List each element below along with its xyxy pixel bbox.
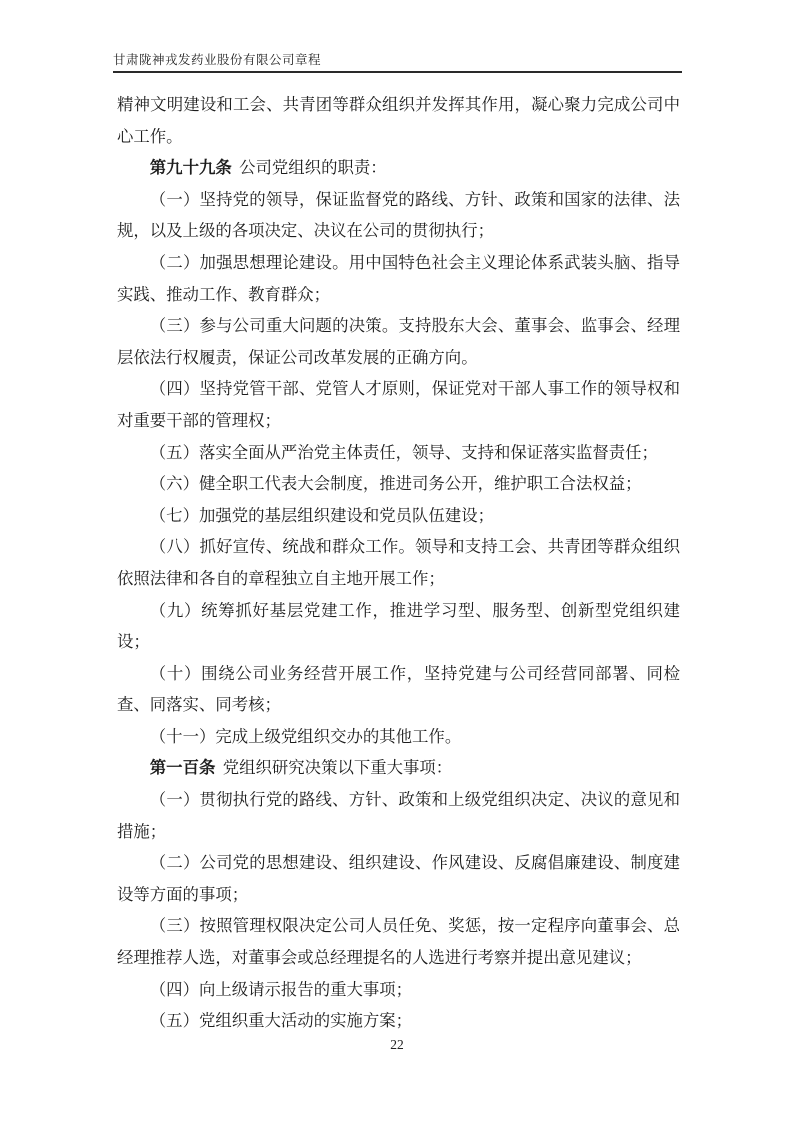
- article-100-item: （四）向上级请示报告的重大事项；: [149, 979, 413, 999]
- article-100-title: 党组织研究决策以下重大事项：: [222, 758, 453, 778]
- article-99-heading: [117, 152, 680, 184]
- article-99-item: （二）加强思想理论建设。用中国特色社会主义理论体系武装头脑、指导实践、推动工作、教育群众；: [117, 252, 680, 304]
- article-99-item: （七）加强党的基层组织建设和党员队伍建设；: [149, 505, 494, 525]
- article-100-heading: [117, 752, 680, 784]
- article-100-item: （五）党组织重大活动的实施方案；: [149, 1011, 413, 1031]
- article-99-title: 公司党组织的职责：: [239, 158, 387, 178]
- page-header: [113, 52, 682, 81]
- intro-continuation-paragraph: 精神文明建设和工会、共青团等群众组织并发挥其作用，凝心聚力完成公司中心工作。: [117, 95, 680, 146]
- header-divider: [113, 71, 682, 73]
- article-100-number: 第一百条: [149, 758, 216, 778]
- article-100-item: （一）贯彻执行党的路线、方针、政策和上级党组织决定、决议的意见和措施；: [117, 790, 680, 841]
- article-99-item: （四）坚持党管干部、党管人才原则，保证党对干部人事工作的领导权和对重要干部的管理权；: [117, 379, 680, 430]
- article-99-item: （八）抓好宣传、统战和群众工作。领导和支持工会、共青团等群众组织依照法律和各自的章程独立自主地开展工作；: [117, 537, 680, 588]
- article-99-item: （十）围绕公司业务经营开展工作，坚持党建与公司经营同部署、同检查、同落实、同考核；: [117, 663, 680, 715]
- page-footer: [0, 1036, 794, 1054]
- page-number: 22: [390, 1037, 404, 1052]
- article-99-item: （十一）完成上级党组织交办的其他工作。: [149, 726, 462, 746]
- article-99-item: （六）健全职工代表大会制度，推进司务公开，维护职工合法权益；: [149, 474, 642, 494]
- article-99-item: （一）坚持党的领导，保证监督党的路线、方针、政策和国家的法律、法规，以及上级的各项决定、决议在公司的贯彻执行；: [117, 189, 680, 241]
- article-100-item: （二）公司党的思想建设、组织建设、作风建设、反腐倡廉建设、制度建设等方面的事项；: [117, 853, 680, 904]
- document-title: 甘肃陇神戎发药业股份有限公司章程: [113, 53, 322, 67]
- document-body: [117, 89, 680, 1037]
- article-99-item: （九）统筹抓好基层党建工作，推进学习型、服务型、创新型党组织建设；: [117, 600, 680, 652]
- article-99-item: （五）落实全面从严治党主体责任，领导、支持和保证落实监督责任；: [149, 442, 658, 462]
- article-99-number: 第九十九条: [149, 158, 232, 178]
- article-99-item: （三）参与公司重大问题的决策。支持股东大会、董事会、监事会、经理层依法行权履责，保证公司改革发展的正确方向。: [117, 316, 680, 367]
- article-100-item: （三）按照管理权限决定公司人员任免、奖惩，按一定程序向董事会、总经理推荐人选，对董事会或总经理提名的人选进行考察并提出意见建议；: [117, 916, 680, 968]
